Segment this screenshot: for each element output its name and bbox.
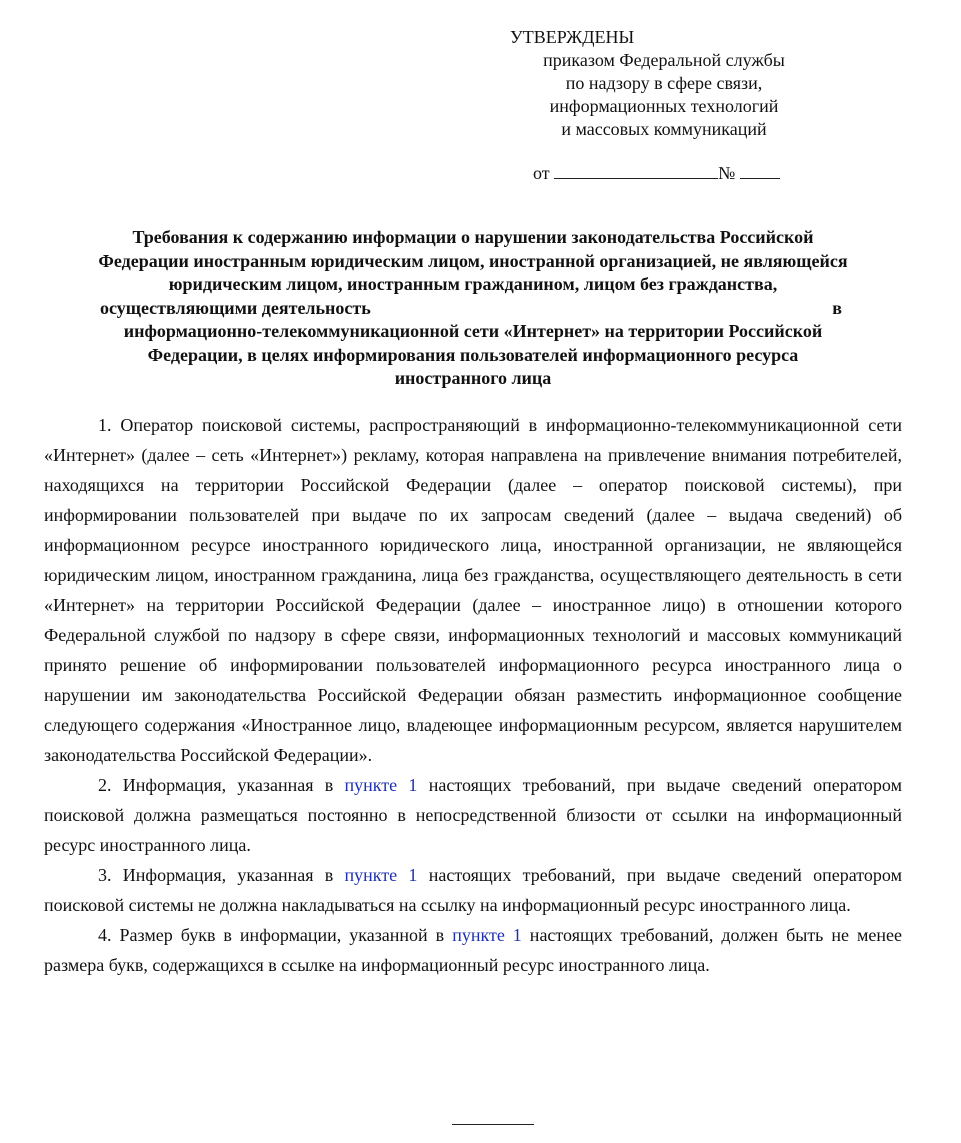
paragraph-2 [44, 770, 902, 860]
title-line: иностранного лица [394, 368, 552, 388]
date-blank [554, 177, 718, 179]
approval-heading: УТВЕРЖДЕНЫ [510, 27, 635, 47]
paragraph-4 [44, 920, 902, 980]
document-body [44, 410, 902, 980]
title-line: Федерации иностранным юридическим лицом, иностранной организацией, не являющейся [98, 250, 848, 271]
paragraph-2-text: настоящих требований, при выдаче сведений оператором поисковой должна размещаться постоянно в непосредственной близости от ссылки на информационный ресурс иностранного лица. [44, 775, 902, 855]
title-line-right: в [832, 297, 842, 318]
paragraph-1: 1. Оператор поисковой системы, распространяющий в информационно-телекоммуникационной сети «Интернет» (далее – сеть «Интернет») рекламу, которая направлена на привлечение внимания потребителей, находящихся на территории Российской Федерации (далее – оператор поисковой системы), при информировании пользователей при выдаче по их запросам сведений (далее – выдача сведений) об информационном ресурсе иностранного юридического лица, иностранной организации, не являющейся юридическим лицом, иностранном гражданина, лица без гражданства, осуществляющего деятельность в сети «Интернет» на территории Российской Федерации (далее – иностранное лицо) в отношении которого Федеральной службой по надзору в сфере связи, информационных технологий и массовых коммуникаций принято решение об информировании пользователей информационного ресурса иностранного лица о нарушении им законодательства Российской Федерации обязан разместить информационное сообщение следующего содержания «Иностранное лицо, владеющее информационным ресурсом, является нарушителем законодательства Российской Федерации». [44, 415, 902, 765]
paragraph-3 [44, 860, 902, 920]
approval-order-line-1: приказом Федеральной службы [543, 50, 785, 70]
approval-order-line-2: по надзору в сфере связи, [565, 73, 763, 93]
clause-1-link[interactable]: пункте 1 [452, 925, 522, 945]
document-title [44, 226, 902, 391]
number-blank [740, 177, 780, 179]
title-line: юридическим лицом, иностранным гражданином, лицом без гражданства, [168, 274, 778, 294]
approval-order-line-4: и массовых коммуникаций [561, 119, 767, 139]
title-line: информационно-телекоммуникационной сети «Интернет» на территории Российской [123, 321, 823, 341]
approval-order-line-3: информационных технологий [549, 96, 779, 116]
clause-1-link[interactable]: пункте 1 [344, 775, 418, 795]
paragraph-3-text: 3. Информация, указанная в [98, 865, 345, 885]
title-line: Федерации, в целях информирования пользователей информационного ресурса [147, 344, 799, 365]
clause-1-link[interactable]: пункте 1 [344, 865, 418, 885]
approval-block [500, 26, 820, 185]
approval-date-number-line [500, 162, 820, 185]
paragraph-3-text: настоящих требований, при выдаче сведений оператором поисковой системы не должна накладываться на ссылку на информационный ресурс иностранного лица. [44, 865, 902, 915]
paragraph-4-text: настоящих требований, должен быть не менее размера букв, содержащихся в ссылке на информационный ресурс иностранного лица. [44, 925, 902, 975]
date-prefix: от [533, 163, 550, 183]
paragraph-2-text: 2. Информация, указанная в [98, 775, 345, 795]
title-line: Требования к содержанию информации о нарушении законодательства Российской [132, 227, 814, 247]
title-line-left: осуществляющими деятельность [100, 297, 371, 318]
end-rule [452, 1124, 534, 1125]
paragraph-4-text: 4. Размер букв в информации, указанной в [98, 925, 453, 945]
number-sign: № [718, 163, 736, 183]
title-line [44, 297, 902, 321]
